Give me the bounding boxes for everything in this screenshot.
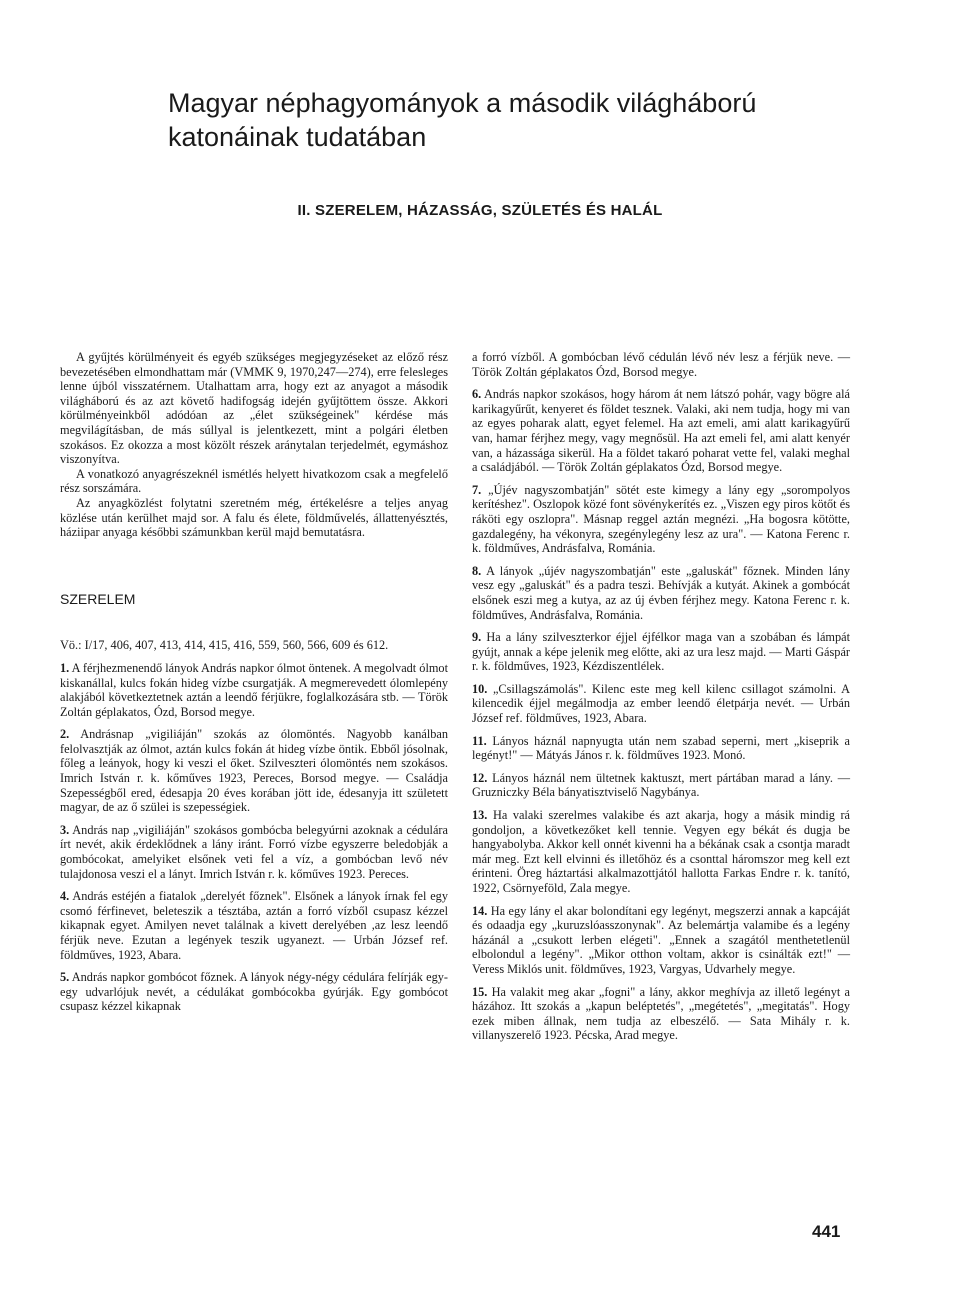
item-text: Ha a lány szilveszterkor éjjel éjfélkor maga van a szobában és lámpát gyújt, annak a képe jelenik meg előtte, aki az ura lesz majd. — Marti Gáspár r. k. földműves, 1923, Kézdiszentlélek. <box>472 630 850 674</box>
item-number: 9. <box>472 630 482 645</box>
list-item <box>472 904 850 977</box>
item-text: András estéjén a fiatalok „derelyét főznek". Elsőnek a lányok írnak fel egy csomó férfinevet, beleteszik a tésztába, aztán a forró vízből csupasz kézzel kikapnak egyet. Amilyen nevet találnak a kivett derelyében ,az lesz leendő férjük neve. Ezutan a legények teszik ugyanezt. — Urbán József ref. földműves, 1923, Abara. <box>60 889 448 962</box>
item-text: Ha valaki szerelmes valakibe és azt akarja, hogy a másik mindig rá gondoljon, a következőket kell tennie. Vegyen egy békát és dugja be hangyabolyba. Akkor kell onnét kivenni ha a békának csak a csontja maradt már meg. Ezt kell elvinni és illetőhöz és a csonttal háromszor meg kell ezt érinteni. Öreg háztartási alkalmazottjától hallotta Farkas Endre r. k. tanító, 1922, Csörnyeföld, Zala megye. <box>472 808 851 895</box>
item-number: 3. <box>60 822 70 837</box>
list-item <box>60 889 448 962</box>
item-number: 6. <box>472 387 482 402</box>
item-number: 1. <box>60 660 70 675</box>
list-item <box>472 564 850 622</box>
left-column <box>60 350 448 1014</box>
list-item <box>472 483 850 556</box>
item-number: 10. <box>472 681 488 696</box>
page-number: 441 <box>812 1222 841 1241</box>
item-text: A férjhezmenendő lányok András napkor ólmot öntenek. A megolvadt ólmot kiskanállal, kulcs fokán hideg vízbe csurgatják. A megmerevedett ólomlepény alakjából következtetnek aztán a leendő férjükre, foglalkozására stb. — Török Zoltán géplakatos, Ózd, Borsod megye. <box>60 660 448 719</box>
item-text: „Csillagszámolás". Kilenc este meg kell kilenc csillagot számolni. A kilencedik éjjel megálmodja az ember leendő életpárja nevét. — Urbán József ref. földműves, 1923, Abara. <box>472 681 851 726</box>
list-item <box>472 771 850 800</box>
list-item <box>472 985 850 1043</box>
item-number: 2. <box>60 727 70 742</box>
item-number: 8. <box>472 563 482 578</box>
section-subtitle: II. SZERELEM, HÁZASSÁG, SZÜLETÉS ÉS HALÁL <box>297 202 663 219</box>
list-item <box>60 970 448 1014</box>
intro-paragraph: Az anyagközlést folytatni szeretném még, értékelésre a teljes anyag közlése után kerülhet majd sor. A falu és élete, földművelés, állattenyésztés, háziipar anyaga későbbi számunkban kerül majd bemutatásra. <box>60 495 448 540</box>
page-title: Magyar néphagyományok a második világháború katonáinak tudatában <box>168 88 757 152</box>
item-number: 15. <box>472 984 488 999</box>
item-number: 14. <box>472 903 488 918</box>
item-text: András nap „vigiliáján" szokásos gombócba belegyúrni azoknak a cédulára írt nevét, akik érdeklődnek a lány iránt. Forró vízbe egyszerre beledobják a gombócokat, amelyiket elsőnek veti fel a víz, a gombócban levő név tulajdonosa veszi el a lányt. Imrich István r. k. kőműves 1923. Pereces. <box>60 822 448 881</box>
list-item <box>60 727 448 815</box>
item-number: 4. <box>60 889 70 904</box>
item-number: 13. <box>472 808 488 823</box>
right-column <box>472 350 850 1043</box>
intro-paragraph: A vonatkozó anyagrészeknél ismétlés helyett hivatkozom csak a megfelelő rész sorszámára. <box>60 466 448 496</box>
item-number: 5. <box>60 970 70 985</box>
list-item <box>472 387 850 475</box>
item-text: „Újév nagyszombatján" sötét este kimegy a lány egy „sorompolyos kerítéshez". Oszlopok közé font sövénykerítés ez. „Viszen egy piros kötőt és ráköti egy oszlopra". Másnap reggel aztán megnézi. „Ha bogosra kötötte, gazdalegény, ha vékonyra, szegénylegény lesz az ura". — Katona Ferenc r. k. földműves, Andrásfalva, Románia. <box>472 482 850 556</box>
item-text: Lányos háznál napnyugta után nem szabad seperni, mert „kiseprik a legényt!" — Mátyás János r. k. földműves 1923. Monó. <box>472 733 850 763</box>
item-text: A lányok „újév nagyszombatján" este „galuskát" főznek. Minden lány vesz egy „galuskát" és a padra teszi. Behívják a kutyát. Akinek a gombócát elsőnek eszi meg a kutya, az az új évben férjhez megy. Katona Ferenc r. k. földműves, Andrásfalva, Románia. <box>472 563 850 622</box>
item-text: Lányos háznál nem ültetnek kaktuszt, mert pártában marad a lány. — Gruzniczky Béla bányatisztviselő Nagybánya. <box>472 770 851 800</box>
list-item <box>472 808 850 896</box>
list-item <box>472 682 850 726</box>
item-number: 11. <box>472 733 487 748</box>
list-item <box>60 823 448 881</box>
continued-paragraph: a forró vízből. A gombócban lévő cédulán lévő név lesz a férjük neve. — Török Zoltán géplakatos Ózd, Borsod megye. <box>472 350 850 379</box>
list-item <box>60 661 448 719</box>
item-number: 7. <box>472 482 482 497</box>
list-item <box>472 734 850 763</box>
intro-paragraph: A gyűjtés körülményeit és egyéb szükséges megjegyzéseket az előző rész bevezetésében elmondhattam már (VMMK 9, 1970,247—274), erre felesleges lenne újból visszatérnem. Utalhattam arra, hogy ezt az anyagot a második világháború és az azt követő hadifogság idején gyűjtöttem össze. Akkori körülményeinkből adódóan az „élet szükségeinek" kérdése más megvilágításban, de más súllyal is jelentkezett, mint a polgári életben szokásos. Ez okozza a most közölt részek aránytalan terjedelmét, egymáshoz viszonyítva. <box>60 350 448 467</box>
item-text: Ha egy lány el akar bolondítani egy legényt, megszerzi annak a kapcáját és odaadja egy „kuruzslóasszonynak". Az belemártja valamibe és a legény házánál a „csukott lerben elégeti". „Ennek a szagától menthetetlenül elbolondul a legény". „Mikor otthon voltam, akkor is csinálták ezt!" — Veress Miklós unit. földműves, 1923, Vargyas, Udvarhely megye. <box>472 903 850 976</box>
section-heading: SZERELEM <box>60 590 136 607</box>
item-text: András napkor gombócot főznek. A lányok négy-négy cédulára felírják egy-egy udvarlójuk nevét, a cédulákat gombócokba gyúrják. Egy gombócot csupasz kézzel kikapnak <box>60 970 448 1014</box>
item-text: Ha valakit meg akar „fogni" a lány, akkor meghívja az illető legényt a házához. Itt szokás a „kapun beléptetés", „megétetés", „megitatás". Hogy ezek miben állnak, nem tudja az elbeszélő. — Sata Mihály r. k. villanyszerelő 1923. Pécska, Arad megye. <box>472 984 850 1043</box>
list-item <box>472 630 850 674</box>
item-text: Andrásnap „vigiliáján" szokás az ólomöntés. Nagyobb kanálban felolvasztják az ólmot, aztán kulcs fokán át hideg vízbe öntik. Ebből jósolnak, főleg a leányok, hogy ki veszi el őket. Szilveszteri ólomöntés nem szokásos. Imrich István r. k. kőműves 1923, Pereces, Borsod megye. — Családja Szepességből ered, édesapja 20 éves korában jött ide, édesanyja itt született magyar, de az ő szülei is szepességiek. <box>60 727 448 815</box>
item-number: 12. <box>472 770 488 785</box>
item-text: András napkor szokásos, hogy három át nem látszó pohár, vagy bögre alá karikagyűrűt, kenyeret és földet tesznek. Valaki, aki nem tudja, hogy mi van az egyes poharak alatt, egyet felemel. Ha azt emeli, ami alatt karikagyűrű van, hamar férjhez megy, vagy megnősül. Ha azt emeli fel, ami alatt kenyér van, a házassága sikerül. Ha a földet takaró poharat vette fel, valaki meghal a családjából. — Török Zoltán géplakatos Ózd, Borsod megye. <box>472 387 850 475</box>
references-line: Vö.: I/17, 406, 407, 413, 414, 415, 416, 559, 560, 566, 609 és 612. <box>60 638 389 653</box>
